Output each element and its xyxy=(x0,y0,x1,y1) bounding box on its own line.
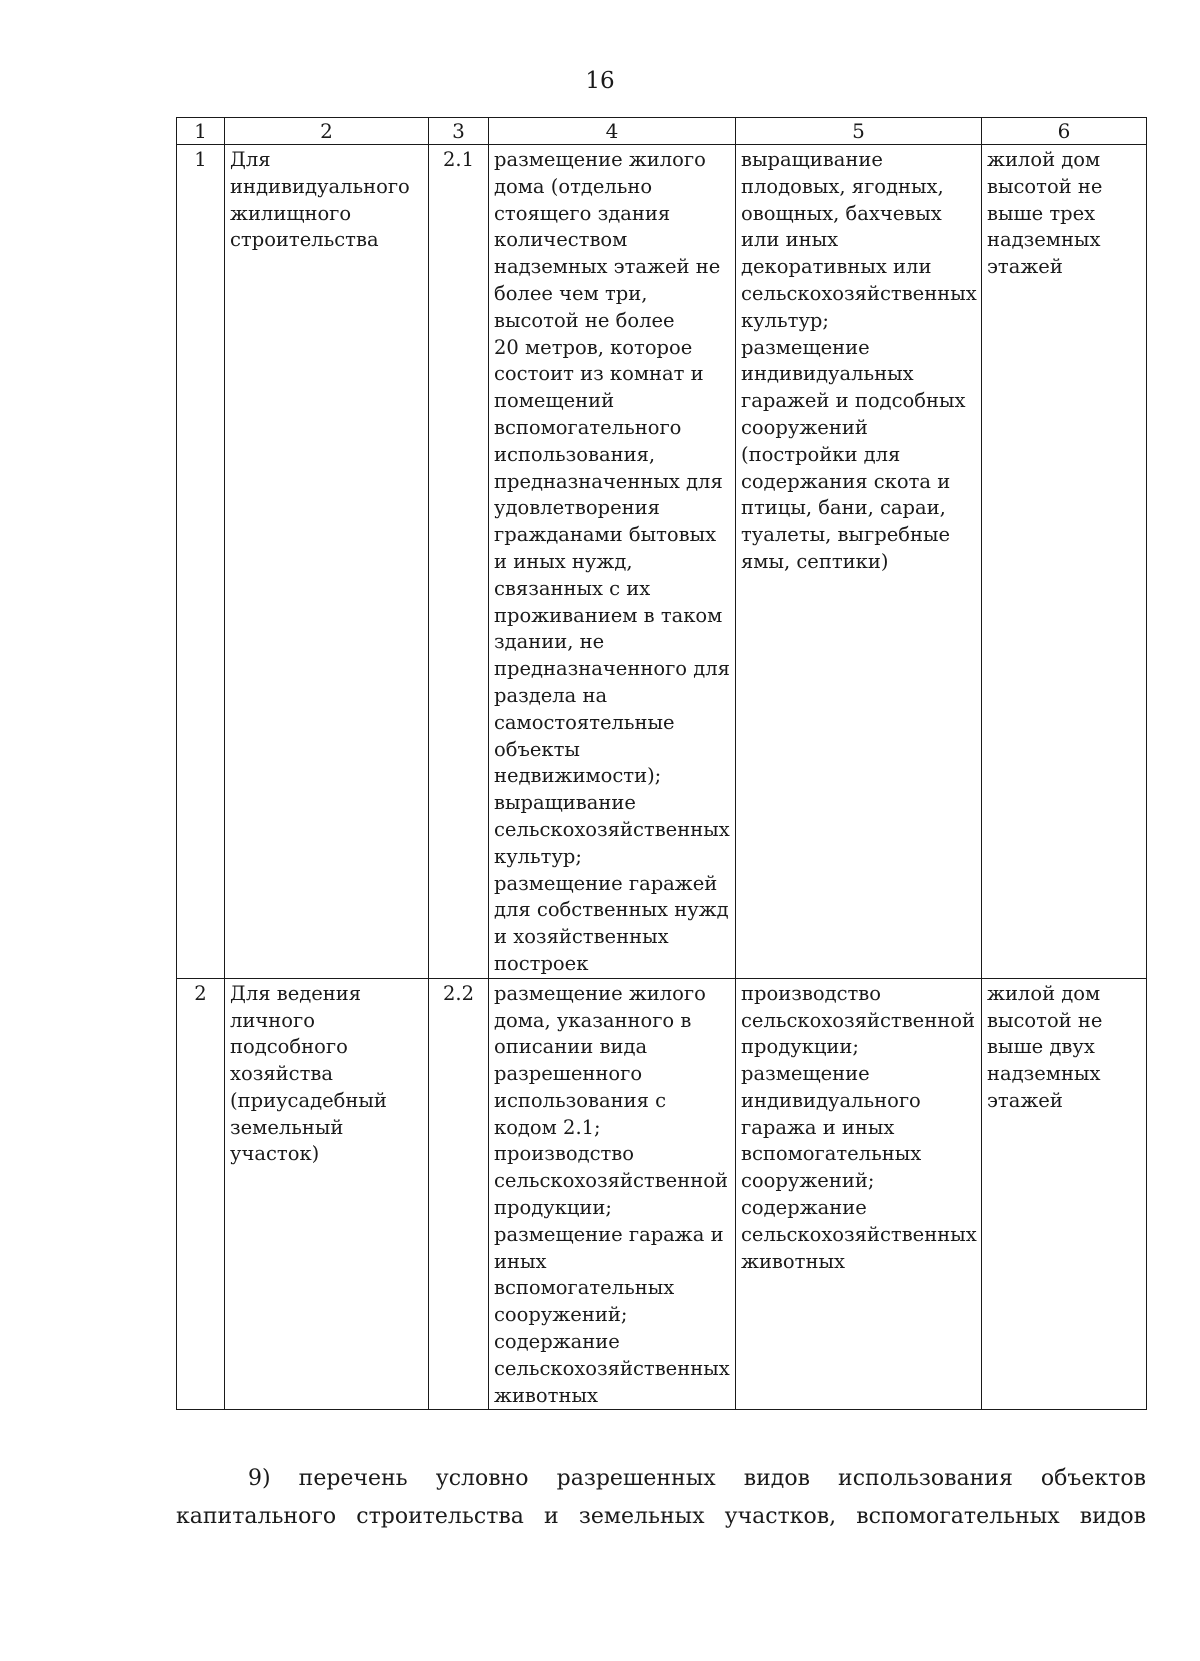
auxiliary-uses: выращивание плодовых, ягодных, овощных, бахчевых или иных декоративных или сельскохозяйственных культур; размещение индивидуальных гаражей и подсобных сооружений (постройки для содержания скота и птицы, бани, сараи, туалеты, выгребные ямы, септики) xyxy=(736,145,982,979)
table-header-row xyxy=(177,118,1147,145)
column-number-2: 2 xyxy=(225,118,429,145)
auxiliary-uses: производство сельскохозяйственной продукции; размещение индивидуального гаража и иных вспомогательных сооружений; содержание сельскохозяйственных животных xyxy=(736,978,982,1410)
land-use-code: 2.2 xyxy=(429,978,489,1410)
paragraph-line: капитального строительства и земельных участков, вспомогательных видов xyxy=(176,1504,1146,1529)
land-use-name: Для ведения личного подсобного хозяйства (приусадебный земельный участок) xyxy=(225,978,429,1410)
land-use-table xyxy=(176,117,1147,1410)
land-use-code: 2.1 xyxy=(429,145,489,979)
column-number-1: 1 xyxy=(177,118,225,145)
land-use-description: размещение жилого дома (отдельно стоящего здания количеством надземных этажей не более чем три, высотой не более 20 метров, которое состоит из комнат и помещений вспомогательного использования, предназначенных для удовлетворения гражданами бытовых и иных нужд, связанных с их проживанием в таком здании, не предназначенного для раздела на самостоятельные объекты недвижимости); выращивание сельскохозяйственных культур; размещение гаражей для собственных нужд и хозяйственных построек xyxy=(489,145,736,979)
column-number-5: 5 xyxy=(736,118,982,145)
page-number: 16 xyxy=(585,68,615,94)
construction-limits: жилой дом высотой не выше трех надземных этажей xyxy=(982,145,1147,979)
land-use-name: Для индивидуального жилищного строительства xyxy=(225,145,429,979)
body-paragraph xyxy=(176,1460,1146,1536)
table-row xyxy=(177,978,1147,1410)
land-use-description: размещение жилого дома, указанного в описании вида разрешенного использования с кодом 2.1; производство сельскохозяйственной продукции; размещение гаража и иных вспомогательных сооружений; содержание сельскохозяйственных животных xyxy=(489,978,736,1410)
paragraph-line: 9) перечень условно разрешенных видов использования объектов xyxy=(248,1466,1146,1491)
construction-limits: жилой дом высотой не выше двух надземных этажей xyxy=(982,978,1147,1410)
column-number-3: 3 xyxy=(429,118,489,145)
row-number: 1 xyxy=(177,145,225,979)
row-number: 2 xyxy=(177,978,225,1410)
column-number-4: 4 xyxy=(489,118,736,145)
table-row xyxy=(177,145,1147,979)
column-number-6: 6 xyxy=(982,118,1147,145)
